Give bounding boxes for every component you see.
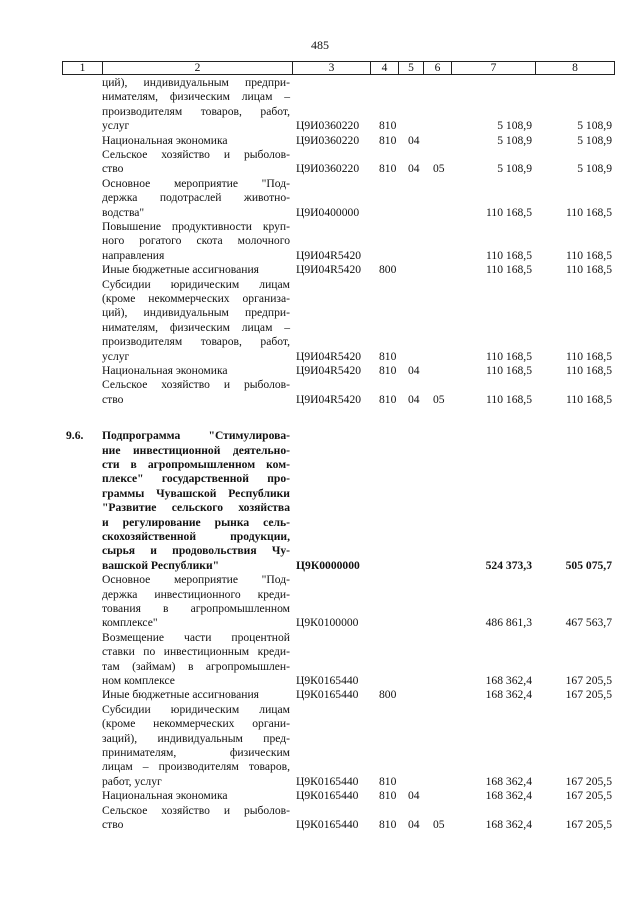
budget-code: Ц9К0165440 — [296, 674, 359, 687]
table-header — [62, 61, 615, 75]
description-line: ставки по инвестиционным креди- — [102, 645, 290, 659]
amount-col-8: 110 168,5 — [566, 263, 612, 277]
budget-code: Ц9К0165440 — [296, 688, 359, 702]
budget-code: Ц9К0165440 — [296, 789, 359, 803]
description-line: Основное мероприятие "Под- — [102, 573, 290, 587]
header-col-4: 4 — [371, 62, 399, 74]
amount-col-7: 110 168,5 — [486, 248, 532, 262]
amount-col-7: 168 362,4 — [485, 789, 532, 803]
description-line: держка инвестиционного креди- — [102, 587, 290, 601]
description-line: ство — [102, 392, 124, 406]
amount-col-8: 167 205,5 — [565, 774, 612, 788]
description-line: Сельское хозяйство и рыболов- — [102, 148, 290, 161]
section-code: 04 — [408, 364, 420, 377]
section-code: 04 — [408, 789, 420, 803]
expense-type: 810 — [379, 133, 397, 147]
description-line: Подпрограмма "Стимулирова- — [102, 429, 290, 443]
section-code: 04 — [408, 162, 420, 176]
description-line: принимателям, физическим — [102, 746, 290, 759]
subsection-code: 05 — [433, 392, 445, 406]
page-number: 485 — [311, 38, 329, 52]
description-line: нимателям, физическим лицам – — [102, 90, 290, 104]
subsection-code: 05 — [433, 818, 445, 831]
amount-col-7: 168 362,4 — [485, 674, 532, 687]
amount-col-7: 168 362,4 — [485, 818, 532, 831]
description-line: услуг — [102, 349, 130, 363]
amount-col-7: 110 168,5 — [486, 364, 532, 377]
description-line: Национальная экономика — [102, 364, 228, 377]
description-line: держка подотраслей животно- — [102, 191, 290, 205]
amount-col-7: 5 108,9 — [497, 119, 532, 133]
amount-col-8: 167 205,5 — [565, 818, 612, 831]
expense-type: 810 — [379, 392, 397, 406]
amount-col-7: 5 108,9 — [497, 133, 532, 147]
description-line: Иные бюджетные ассигнования — [102, 263, 259, 277]
budget-code: Ц9К0000000 — [296, 558, 360, 572]
description-line: (кроме некоммерческих организа- — [102, 292, 290, 305]
header-col-6: 6 — [424, 62, 452, 74]
budget-code: Ц9И04R5420 — [296, 263, 362, 277]
description-line: Сельское хозяйство и рыболов- — [102, 378, 290, 392]
description-line: там (займам) в агропромышлен- — [102, 659, 290, 673]
description-line: нимателям, физическим лицам – — [102, 320, 290, 334]
row-number: 9.6. — [66, 429, 84, 443]
budget-code: Ц9К0165440 — [296, 774, 359, 788]
description-line: ном комплексе — [102, 674, 175, 687]
description-line: ного рогатого скота молочного — [102, 234, 290, 248]
description-line: работ, услуг — [102, 774, 162, 788]
amount-col-7: 110 168,5 — [486, 263, 532, 277]
expense-type: 810 — [379, 364, 397, 377]
amount-col-8: 167 205,5 — [565, 688, 612, 702]
amount-col-7: 110 168,5 — [486, 392, 532, 406]
amount-col-8: 110 168,5 — [566, 364, 612, 377]
amount-col-7: 110 168,5 — [486, 349, 532, 363]
description-line: ство — [102, 162, 124, 176]
expense-type: 810 — [379, 774, 397, 788]
expense-type: 810 — [379, 349, 397, 363]
expense-type: 800 — [379, 688, 397, 702]
budget-code: Ц9И0360220 — [296, 119, 360, 133]
description-line: "Развитие сельского хозяйства — [102, 501, 290, 515]
expense-type: 810 — [379, 789, 397, 803]
amount-col-8: 110 168,5 — [566, 349, 612, 363]
description-line: Основное мероприятие "Под- — [102, 176, 290, 190]
header-col-5: 5 — [399, 62, 424, 74]
amount-col-7: 168 362,4 — [485, 688, 532, 702]
description-line: граммы Чувашской Республики — [102, 486, 290, 500]
description-line: Национальная экономика — [102, 133, 228, 147]
budget-code: Ц9К0100000 — [296, 616, 359, 630]
budget-code: Ц9И0360220 — [296, 162, 360, 176]
description-line: ство — [102, 818, 124, 831]
expense-type: 800 — [379, 263, 397, 277]
description-line: заций), индивидуальным пред- — [102, 731, 290, 745]
description-line: Иные бюджетные ассигнования — [102, 688, 259, 702]
description-line: сырья и продовольствия Чу- — [102, 544, 290, 558]
amount-col-8: 467 563,7 — [565, 616, 612, 630]
description-line: и регулирование рынка сель- — [102, 515, 290, 529]
description-line: плексе" государственной про- — [102, 472, 290, 486]
amount-col-7: 5 108,9 — [497, 162, 532, 176]
description-line: Субсидии юридическим лицам — [102, 702, 290, 716]
budget-code: Ц9И04R5420 — [296, 349, 362, 363]
amount-col-7: 168 362,4 — [485, 774, 532, 788]
budget-code: Ц9И0360220 — [296, 133, 360, 147]
description-line: Повышение продуктивности круп- — [102, 220, 290, 233]
description-line: лицам – производителям товаров, — [102, 760, 290, 774]
description-line: вашской Республики" — [102, 558, 220, 572]
amount-col-8: 5 108,9 — [577, 119, 612, 133]
budget-code: Ц9К0165440 — [296, 818, 359, 831]
section-code: 04 — [408, 392, 420, 406]
budget-code: Ц9И0400000 — [296, 205, 360, 219]
amount-col-8: 5 108,9 — [577, 162, 612, 176]
description-line: сти в агропромышленном ком- — [102, 458, 290, 471]
description-line: ние инвестиционной деятельно- — [102, 443, 290, 457]
header-col-3: 3 — [293, 62, 371, 74]
description-line: тования в агропромышленном — [102, 602, 290, 615]
description-line: Сельское хозяйство и рыболов- — [102, 803, 290, 817]
amount-col-8: 110 168,5 — [566, 248, 612, 262]
expense-type: 810 — [379, 162, 397, 176]
section-code: 04 — [408, 818, 420, 831]
description-line: ций), индивидуальным предпри- — [102, 306, 290, 320]
description-line: Субсидии юридическим лицам — [102, 277, 290, 291]
header-col-7: 7 — [452, 62, 536, 74]
description-line: Национальная экономика — [102, 789, 228, 803]
description-line: ций), индивидуальным предпри- — [102, 76, 290, 89]
amount-col-7: 110 168,5 — [486, 205, 532, 219]
amount-col-7: 524 373,3 — [485, 558, 532, 572]
amount-col-8: 167 205,5 — [565, 674, 612, 687]
description-line: комплексе" — [102, 616, 158, 630]
header-col-8: 8 — [572, 62, 578, 74]
budget-code: Ц9И04R5420 — [296, 364, 362, 377]
description-line: производителям товаров, работ, — [102, 104, 290, 118]
description-line: водства" — [102, 205, 145, 219]
amount-col-7: 486 861,3 — [485, 616, 532, 630]
expense-type: 810 — [379, 119, 397, 133]
description-line: производителям товаров, работ, — [102, 335, 290, 349]
description-line: (кроме некоммерческих органи- — [102, 717, 290, 731]
section-code: 04 — [408, 133, 420, 147]
amount-col-8: 110 168,5 — [566, 205, 612, 219]
header-col-2: 2 — [103, 62, 293, 74]
description-line: услуг — [102, 119, 130, 133]
amount-col-8: 110 168,5 — [566, 392, 612, 406]
amount-col-8: 167 205,5 — [565, 789, 612, 803]
header-col-1: 1 — [63, 62, 103, 74]
description-line: скохозяйственной продукции, — [102, 530, 290, 543]
amount-col-8: 505 075,7 — [565, 558, 612, 572]
budget-code: Ц9И04R5420 — [296, 248, 362, 262]
description-line: направления — [102, 248, 165, 262]
budget-code: Ц9И04R5420 — [296, 392, 362, 406]
description-line: Возмещение части процентной — [102, 630, 290, 644]
amount-col-8: 5 108,9 — [577, 133, 612, 147]
expense-type: 810 — [379, 818, 397, 831]
subsection-code: 05 — [433, 162, 445, 176]
